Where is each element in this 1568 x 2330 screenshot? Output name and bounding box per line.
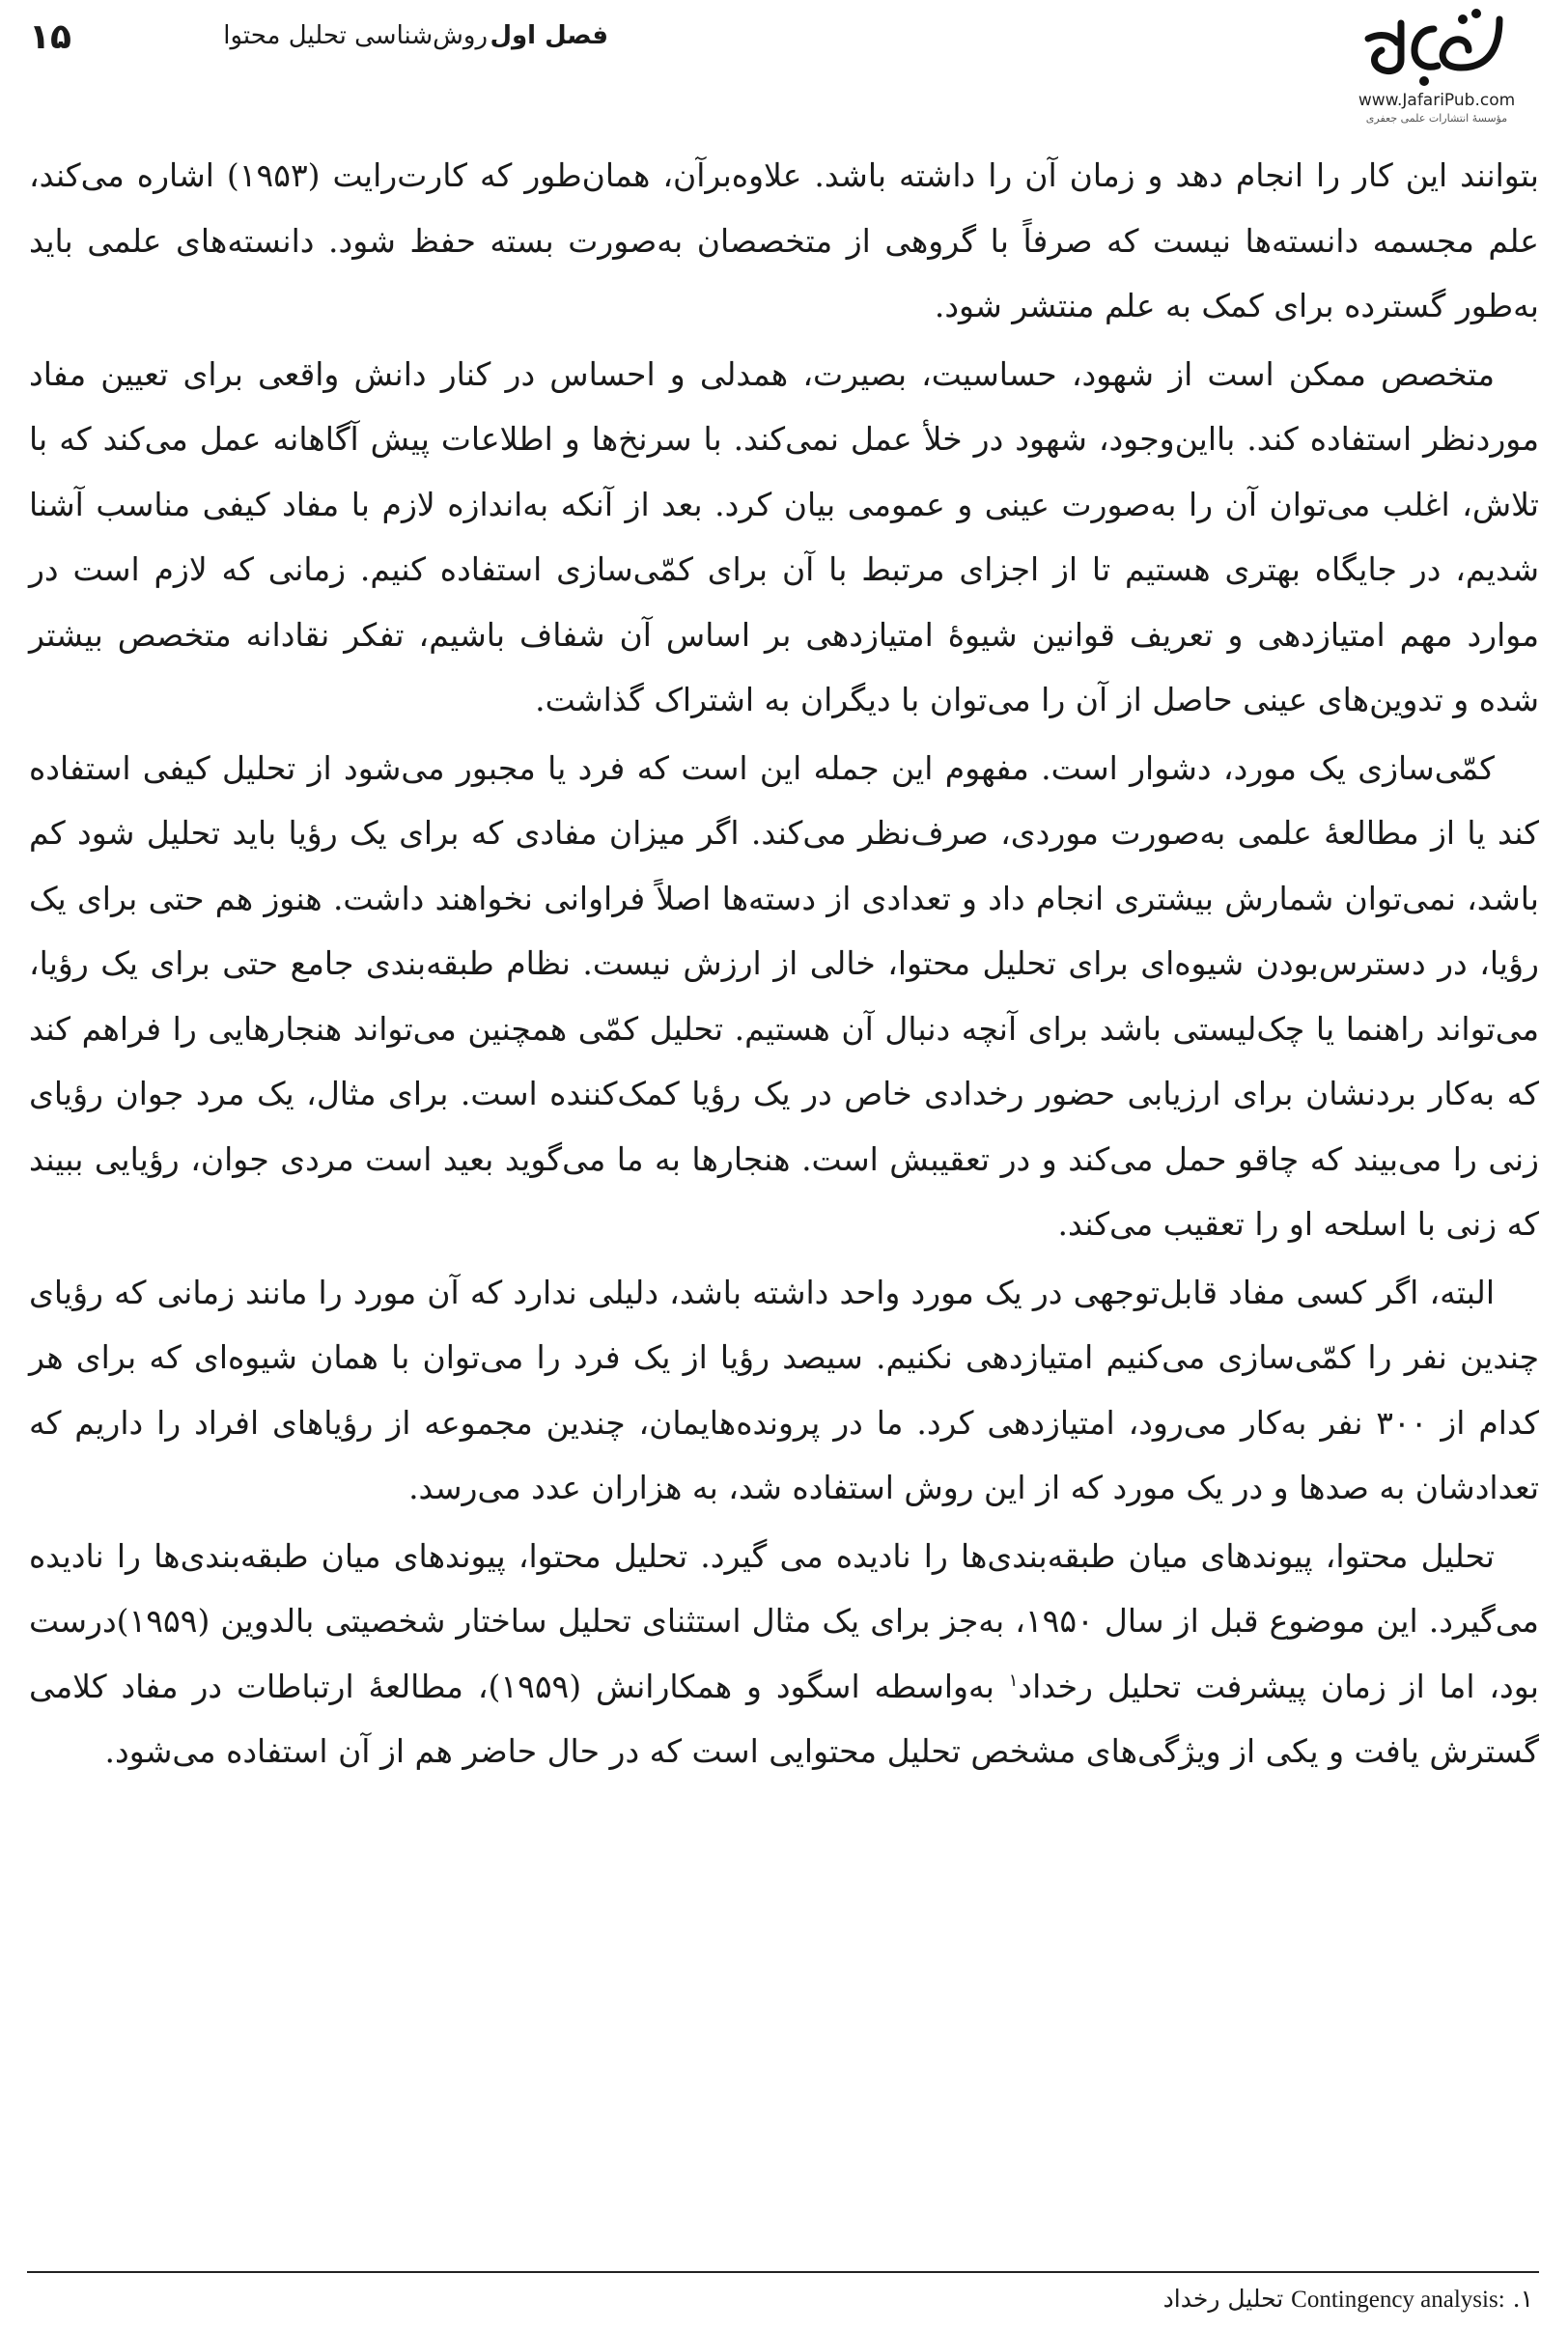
publisher-logo [1340,0,1533,145]
publisher-logo-icon [1355,0,1519,89]
page-number: ۱۵ [29,17,71,57]
footnote [1163,2285,1533,2314]
paragraph-5-part-1: تحلیل محتوا، پیوندهای میان طبقه‌بندی‌ها را نادیده می گیرد. تحلیل محتوا، پیوندهای میان طبقه‌بندی‌ها را نادیده می‌گیرد. این موضوع قبل از سال ۱۹۵۰، به‌جز برای یک مثال استثنای تحلیل ساختار شخصیتی بالدوین (۱۹۵۹)درست بود، اما از زمان پیشرفت تحلیل رخداد [29,1536,1539,1705]
footnote-persian-term: تحلیل رخداد [1162,2285,1284,2313]
footnote-divider [27,2271,1539,2273]
paragraph-3: کمّی‌سازی یک مورد، دشوار است. مفهوم این جمله این است که فرد یا مجبور می‌شود از تحلیل کیفی استفاده کند یا از مطالعهٔ علمی به‌صورت موردی، صرف‌نظر می‌کند. اگر میزان مفادی که برای یک رؤیا باید تحلیل شود کم باشد، نمی‌توان شمارش بیشتری انجام داد و تعدادی از دسته‌ها اصلاً فراوانی نخواهند داشت. هنوز هم حتی برای یک رؤیا، در دسترس‌بودن شیوه‌ای برای تحلیل محتوا، خالی از ارزش نیست. نظام طبقه‌بندی جامع حتی برای یک رؤیا، می‌تواند راهنما یا چک‌لیستی باشد برای آنچه دنبال آن هستیم. تحلیل کمّی همچنین می‌تواند هنجارهایی را فراهم کند که به‌کار بردنشان برای ارزیابی حضور رخدادی خاص در یک رؤیا کمک‌کننده است. برای مثال، یک مرد جوان رؤیای زنی را می‌بیند که چاقو حمل می‌کند و در تعقیبش است. هنجارها به ما می‌گوید بعید است مردی جوان، رؤیایی ببیند که زنی با اسلحه او را تعقیب می‌کند. [29,748,1539,1243]
footnote-number: ۱. [1512,2285,1533,2313]
paragraph-4: البته، اگر کسی مفاد قابل‌توجهی در یک مورد واحد داشته باشد، دلیلی ندارد که آن مورد را مانند زمانی که رؤیای چندین نفر را کمّی‌سازی می‌کنیم امتیازدهی نکنیم. سیصد رؤیا از یک فرد را می‌توان با همان شیوه‌ای که برای هر کدام از ۳۰۰ نفر به‌کار می‌رود، امتیازدهی کرد. ما در پرونده‌هایمان، چندین مجموعه از رؤیاهای افراد را داریم که تعدادشان به صدها و در یک مورد که از این روش استفاده شد، به هزاران عدد می‌رسد. [29,1273,1539,1506]
footnote-marker: ۱ [1008,1670,1019,1691]
paragraph-5 [29,1524,1539,1784]
running-header [29,14,608,62]
chapter-label: فصل اول [490,21,608,50]
logo-tagline: مؤسسهٔ انتشارات علمی جعفری [1365,112,1508,125]
paragraph-2: متخصص ممکن است از شهود، حساسیت، بصیرت، همدلی و احساس در کنار دانش واقعی برای تعیین مفاد موردنظر استفاده کند. بااین‌وجود، شهود در خلأ عمل نمی‌کند. با سرنخ‌ها و اطلاعات پیش آگاهانه عمل می‌کند که با تلاش، اغلب می‌توان آن را به‌صورت عینی و عمومی بیان کرد. بعد از آنکه به‌اندازه لازم با مفاد کیفی مناسب آشنا شدیم، در جایگاه بهتری هستیم تا از اجزای مرتبط با آن برای کمّی‌سازی استفاده کنیم. زمانی که لازم است در موارد مهم امتیازدهی و تعریف قوانین شیوهٔ امتیازدهی بر اساس آن شفاف باشیم، تفکر نقادانه متخصص بیشتر شده و تدوین‌های عینی حاصل از آن را می‌توان با دیگران به اشتراک گذاشت. [29,354,1539,718]
paragraph-5-part-2: به‌واسطه اسگود و همکارانش (۱۹۵۹)، مطالعهٔ ارتباطات در مفاد کلامی گسترش یافت و یکی از ویژگی‌های مشخص تحلیل محتوایی است که در حال حاضر هم از آن استفاده می‌شود. [29,1667,1539,1770]
logo-url: www.JafariPub.com [1358,91,1516,110]
chapter-title: روش‌شناسی تحلیل محتوا [223,21,488,50]
body-text [29,143,1539,1787]
paragraph-1: بتوانند این کار را انجام دهد و زمان آن را داشته باشد. علاوه‌برآن، همان‌طور که کارت‌رایت (۱۹۵۳) اشاره می‌کند، علم مجسمه دانسته‌ها نیست که صرفاً با گروهی از متخصصان به‌صورت بسته حفظ شود. دانسته‌های علمی باید به‌طور گسترده برای کمک به علم منتشر شود. [29,156,1539,324]
footnote-english-term: Contingency analysis: [1291,2287,1505,2313]
